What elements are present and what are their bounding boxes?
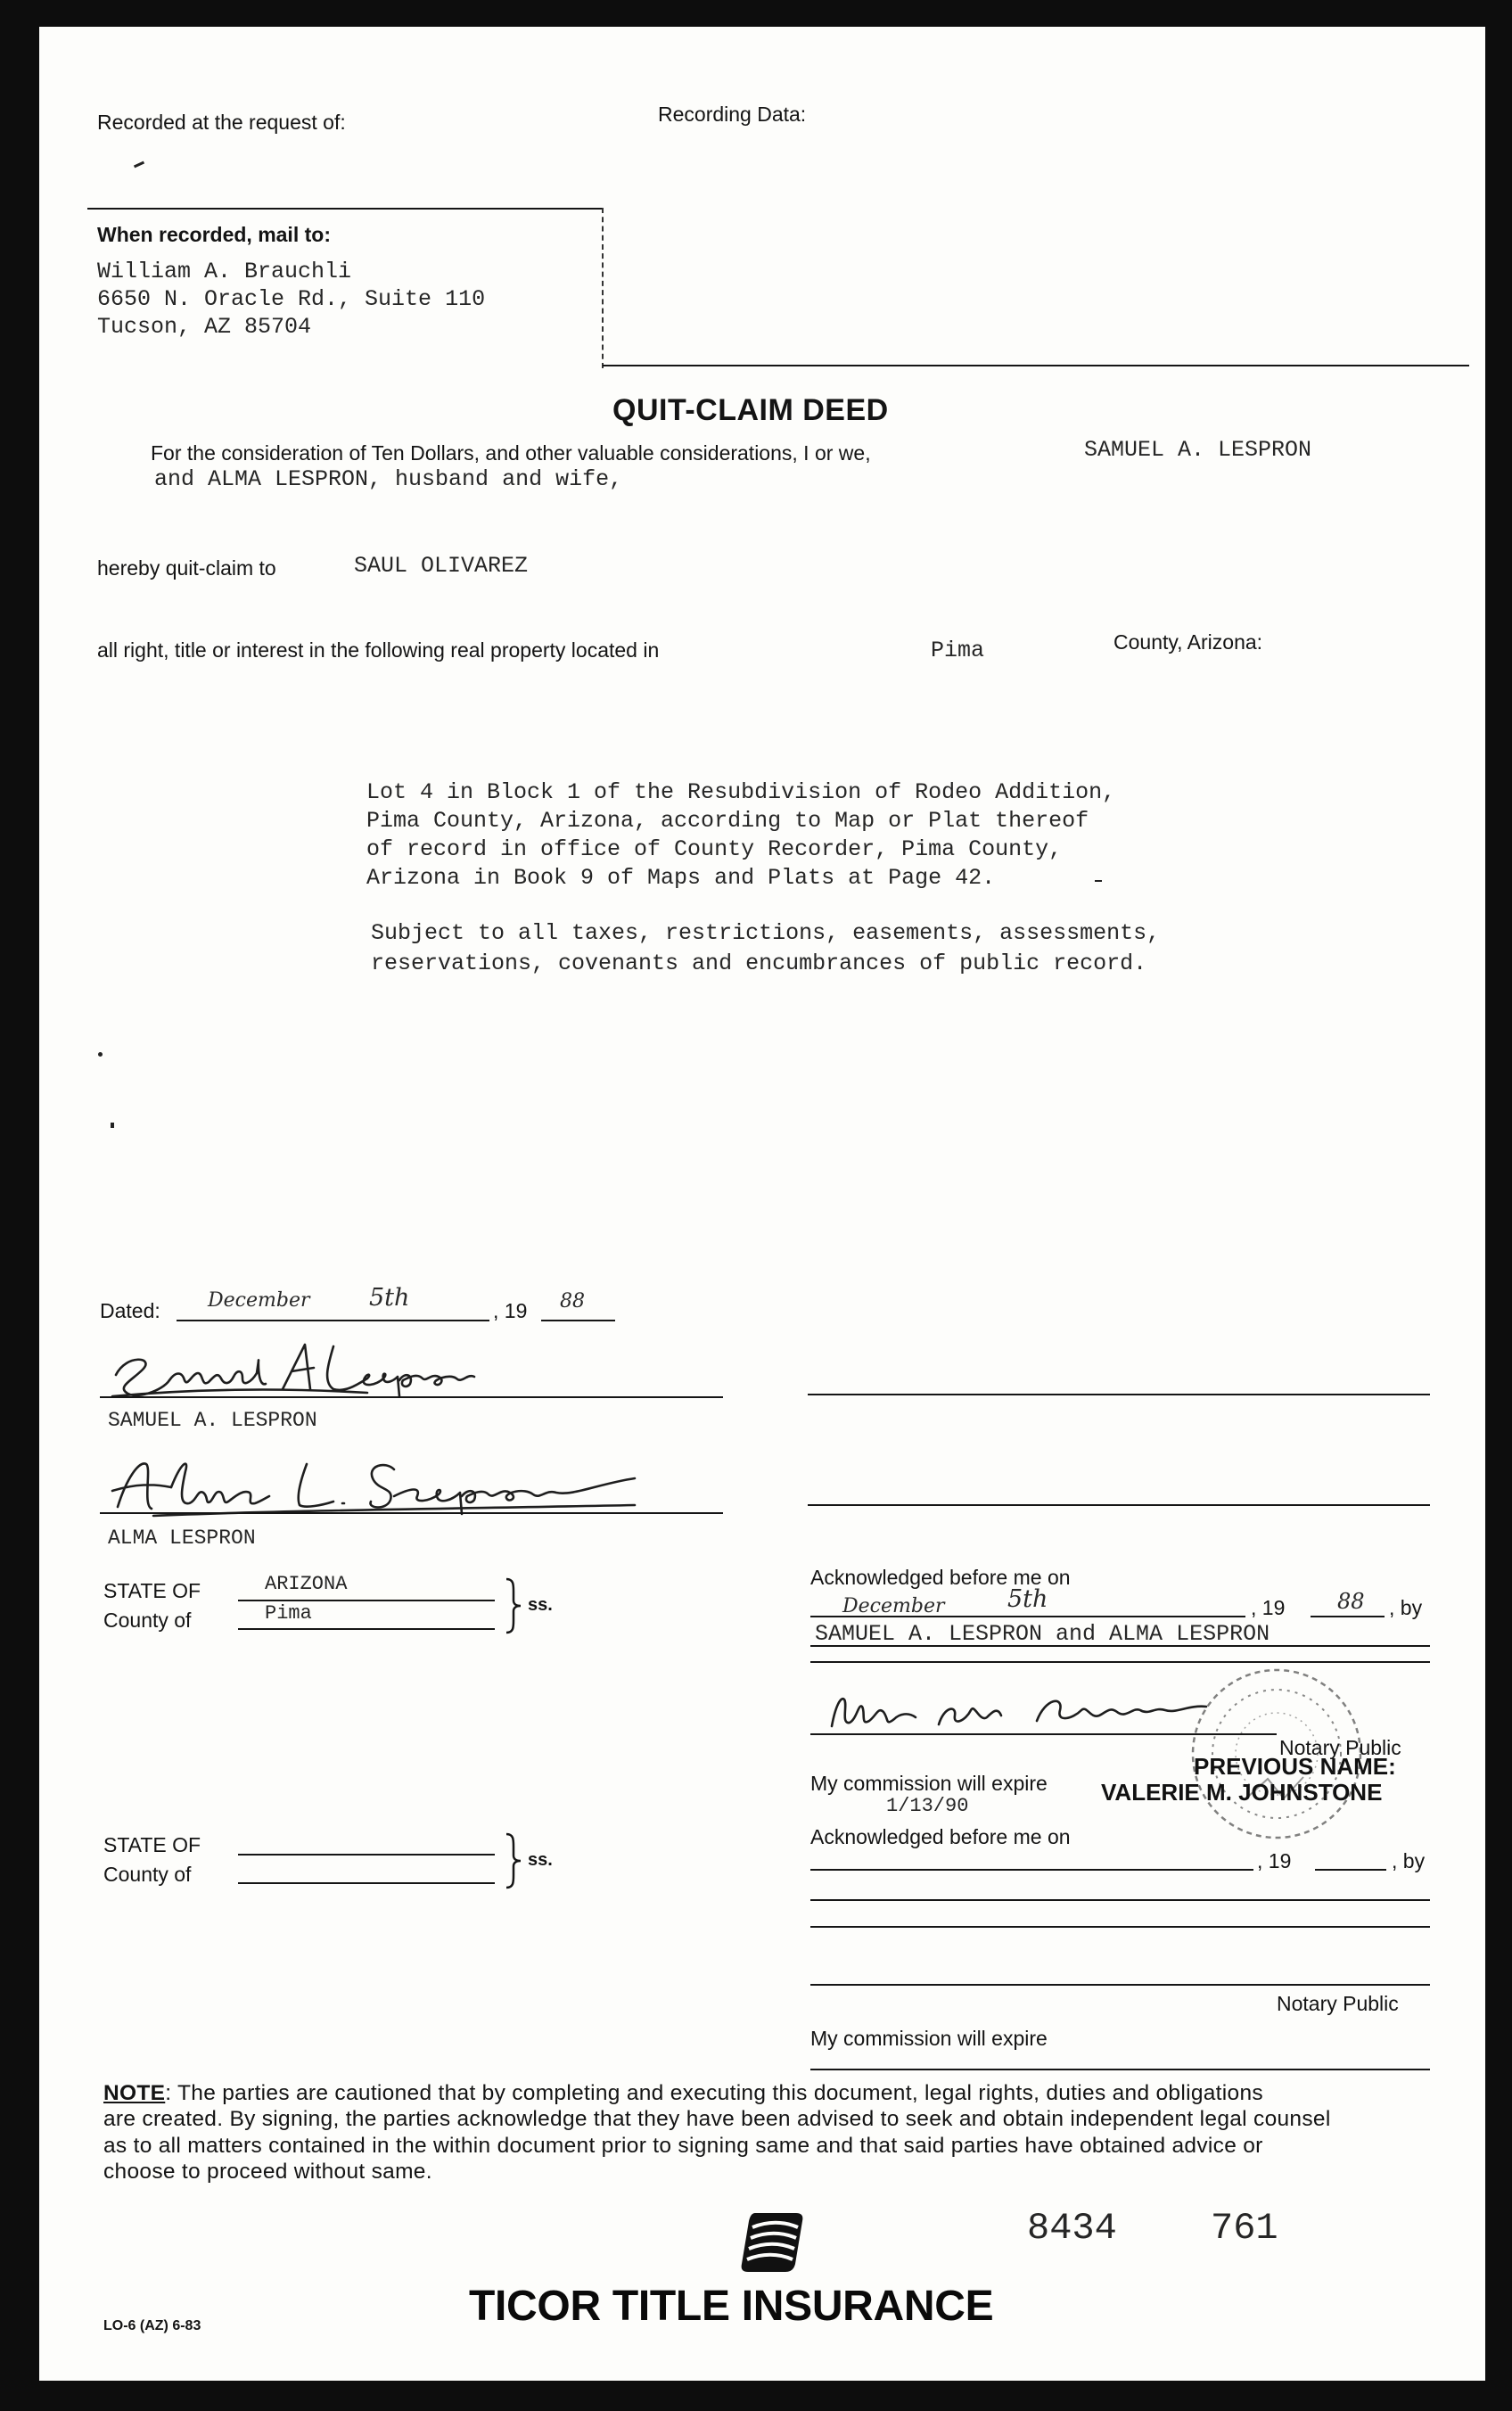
signature-line <box>100 1512 723 1514</box>
ack-century: , 19 <box>1251 1596 1286 1619</box>
ack-date-underline <box>810 1616 1245 1617</box>
county-label: County of <box>103 1863 192 1886</box>
county-suffix: County, Arizona: <box>1113 630 1263 654</box>
ss-label: ss. <box>528 1850 553 1870</box>
county-underline <box>238 1882 495 1884</box>
ack-day: 5th <box>1007 1585 1048 1613</box>
acknowledged-label: Acknowledged before me on <box>810 1566 1071 1589</box>
notary-signature <box>823 1680 1269 1737</box>
ack-month: December <box>842 1595 945 1617</box>
quitclaim-label: hereby quit-claim to <box>97 556 276 580</box>
grantor-names: SAMUEL A. LESPRON <box>1084 437 1312 463</box>
ack-parties: SAMUEL A. LESPRON and ALMA LESPRON <box>815 1621 1270 1647</box>
ack-parties-underline <box>810 1645 1430 1647</box>
document-page <box>39 27 1485 2381</box>
note-label: NOTE <box>103 2081 166 2105</box>
recording-number: 8434 <box>1027 2207 1117 2250</box>
subject-to-line: Subject to all taxes, restrictions, easements, assessments, <box>371 920 1161 946</box>
state-value: ARIZONA <box>265 1573 348 1595</box>
county-label: County of <box>103 1609 192 1632</box>
brace-icon <box>505 1578 522 1633</box>
note-line: as to all matters contained in the within document prior to signing same and that said parties have obtained advice or <box>103 2134 1263 2158</box>
dated-month: December <box>208 1289 310 1312</box>
signer-name: ALMA LESPRON <box>108 1526 256 1550</box>
mail-to-box-right-border <box>602 208 604 368</box>
ack-by: , by <box>1389 1596 1423 1619</box>
commission-line <box>810 2069 1430 2070</box>
mail-to-city: Tucson, AZ 85704 <box>97 314 312 340</box>
previous-name-value: VALERIE M. JOHNSTONE <box>1101 1779 1383 1806</box>
state-label: STATE OF <box>103 1579 201 1602</box>
header-divider <box>603 365 1469 366</box>
property-county: Pima <box>931 638 985 663</box>
ack-year-underline <box>1311 1616 1385 1617</box>
dated-year-underline <box>541 1320 615 1321</box>
legal-description-line: Pima County, Arizona, according to Map or Plat thereof <box>366 808 1089 834</box>
pen-mark <box>1095 880 1102 882</box>
dated-label: Dated: <box>100 1299 160 1322</box>
commission-date: 1/13/90 <box>886 1795 969 1817</box>
ack-century: , 19 <box>1257 1849 1292 1872</box>
state-label: STATE OF <box>103 1833 201 1856</box>
grantor-names-continued: and ALMA LESPRON, husband and wife, <box>154 466 623 492</box>
page-number: 761 <box>1211 2207 1278 2250</box>
ack-blank-line <box>810 1926 1430 1928</box>
pen-mark <box>111 1123 114 1128</box>
company-name: TICOR TITLE INSURANCE <box>469 2283 994 2330</box>
consideration-text: For the consideration of Ten Dollars, and other valuable considerations, I or we, <box>151 441 871 465</box>
county-underline <box>238 1628 495 1630</box>
county-value: Pima <box>265 1602 312 1625</box>
signature-line <box>808 1394 1430 1395</box>
notary-signature-line <box>810 1984 1430 1986</box>
signer-name: SAMUEL A. LESPRON <box>108 1409 317 1432</box>
recording-data-label: Recording Data: <box>658 103 807 126</box>
commission-label: My commission will expire <box>810 2027 1048 2050</box>
property-label: all right, title or interest in the following real property located in <box>97 638 660 662</box>
dated-year: 88 <box>560 1290 585 1312</box>
signature-line <box>808 1504 1430 1506</box>
grantee-name: SAUL OLIVAREZ <box>354 553 529 579</box>
dated-day: 5th <box>369 1284 410 1312</box>
dated-century: , 19 <box>493 1299 528 1322</box>
signature-line <box>100 1396 723 1398</box>
note-line <box>103 2080 1263 2106</box>
ack-date-underline <box>810 1869 1253 1871</box>
note-line: are created. By signing, the parties acknowledge that they have been advised to seek and obtain independent legal counsel <box>103 2107 1331 2131</box>
note-line: choose to proceed without same. <box>103 2160 432 2184</box>
state-underline <box>238 1854 495 1856</box>
ack-year-underline <box>1315 1869 1386 1871</box>
ack-year: 88 <box>1337 1589 1365 1614</box>
acknowledged-label: Acknowledged before me on <box>810 1825 1071 1848</box>
legal-description-line: of record in office of County Recorder, Pima County, <box>366 836 1063 862</box>
ack-blank-line <box>810 1899 1430 1901</box>
commission-label: My commission will expire <box>810 1772 1048 1795</box>
mail-to-box-top-border <box>87 208 603 210</box>
dated-underline <box>177 1320 489 1321</box>
ticor-logo-icon <box>741 2209 805 2275</box>
ss-label: ss. <box>528 1595 553 1615</box>
mail-to-name: William A. Brauchli <box>97 259 352 284</box>
deed-title: QUIT-CLAIM DEED <box>612 393 889 427</box>
note-text: : The parties are cautioned that by completing and executing this document, legal rights, duties and obligations <box>165 2081 1263 2105</box>
pen-mark <box>98 1052 103 1057</box>
form-code: LO-6 (AZ) 6-83 <box>103 2318 201 2333</box>
mail-to-street: 6650 N. Oracle Rd., Suite 110 <box>97 286 486 312</box>
brace-icon <box>505 1833 522 1888</box>
mail-to-label: When recorded, mail to: <box>97 223 331 246</box>
legal-description-line: Arizona in Book 9 of Maps and Plats at Page 42. <box>366 865 996 891</box>
state-underline <box>238 1600 495 1601</box>
recorded-request-label: Recorded at the request of: <box>97 111 346 134</box>
legal-description-line: Lot 4 in Block 1 of the Resubdivision of Rodeo Addition, <box>366 779 1116 805</box>
ack-by: , by <box>1392 1849 1426 1872</box>
signature-samuel-lespron <box>100 1337 492 1409</box>
notary-public-label: Notary Public <box>1277 1992 1399 2015</box>
notary-signature-line <box>810 1733 1277 1735</box>
notary-public-label: Notary Public <box>1279 1736 1401 1759</box>
subject-to-line: reservations, covenants and encumbrances of public record. <box>371 950 1147 976</box>
previous-name-label: PREVIOUS NAME: <box>1194 1753 1396 1780</box>
